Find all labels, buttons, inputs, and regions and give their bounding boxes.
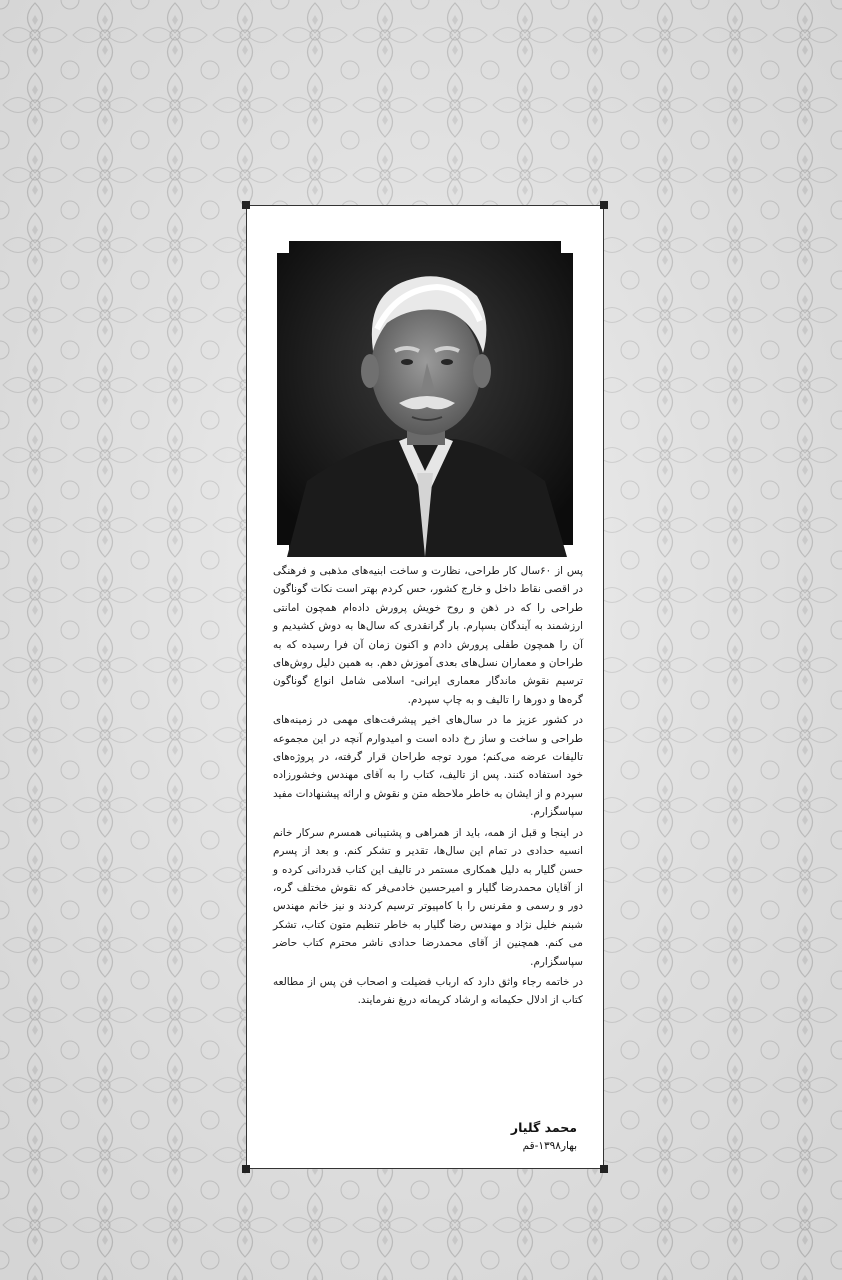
portrait-frame: [277, 241, 573, 557]
portrait-photo: [277, 241, 573, 557]
paragraph: در خاتمه رجاء واثق دارد که ارباب فضیلت و اصحاب فن پس از مطالعه کتاب از ادلال حکیمانه و ارشاد کریمانه دریغ نفرمایند.: [273, 975, 583, 1007]
paragraph: در کشور عزیز ما در سال‌های اخیر پیشرفت‌های مهمی در زمینه‌های طراحی و ساخت و ساز رخ داده است و امیدوارم آنچه در این مجموعه تالیفات عرضه می‌کنم؛ مورد توجه طراحان قرار گرفته، در پروژه‌های خود استفاده کنند. پس از تالیف، کتاب را به آقای مهندس وخشورزاده سپردم و از ایشان به خاطر ملاحظه متن و نقوش و ارائه پیشنهادات مفید سپاسگزارم.: [273, 714, 583, 819]
corner-ornament: [242, 1165, 250, 1173]
author-name: محمد گلیار: [510, 1120, 577, 1135]
foreword-card: [246, 205, 604, 1169]
paragraph: در اینجا و قبل از همه، باید از همراهی و پشتیبانی همسرم سرکار خانم انسیه حدادی در تمام این سال‌ها، تقدیر و تشکر کنم. و بعد از پسرم حسن گلیار به دلیل همکاری مستمر در تالیف این کتاب قدردانی کرده و از آقایان محمدرضا گلیار و امیرحسین خادمی‌فر که نقوش مختلف گره، دور و رسمی و مقرنس را با کامپیوتر ترسیم کردند و نیز خانم مهندس شبنم خلیل نژاد و مهندس رضا گلیار به خاطر تنظیم متون کتاب، تشکر می کنم. همچنین از آقای محمدرضا حدادی ناشر محترم کتاب حاضر سپاسگزارم.: [273, 826, 583, 968]
foreword-text: [273, 562, 583, 1012]
author-date: بهار۱۳۹۸-قم: [522, 1140, 577, 1152]
corner-ornament: [242, 201, 250, 209]
corner-ornament: [600, 1165, 608, 1173]
paragraph: پس از ۶۰سال کار طراحی، نظارت و ساخت ابنیه‌های مذهبی و فرهنگی در اقصی نقاط داخل و خارج کشور، حس کردم بهتر است نکات گوناگون طراحی را که در ذهن و روح خویش پرورش داده‌ام همچون امانتی ارزشمند به آیندگان بسپارم. بار گرانقدری که سال‌ها به دوش کشیدیم و آن را همچون طفلی پرورش دادم و اکنون زمان آن فرا رسیده که به طراحان و معماران نسل‌های بعدی آموزش دهم. به همین دلیل روش‌های ترسیم نقوش ماندگار معماری ایرانی- اسلامی شامل انواع گوناگون گره‌ها و دورها را تالیف و به چاپ سپردم.: [273, 565, 583, 706]
corner-ornament: [600, 201, 608, 209]
